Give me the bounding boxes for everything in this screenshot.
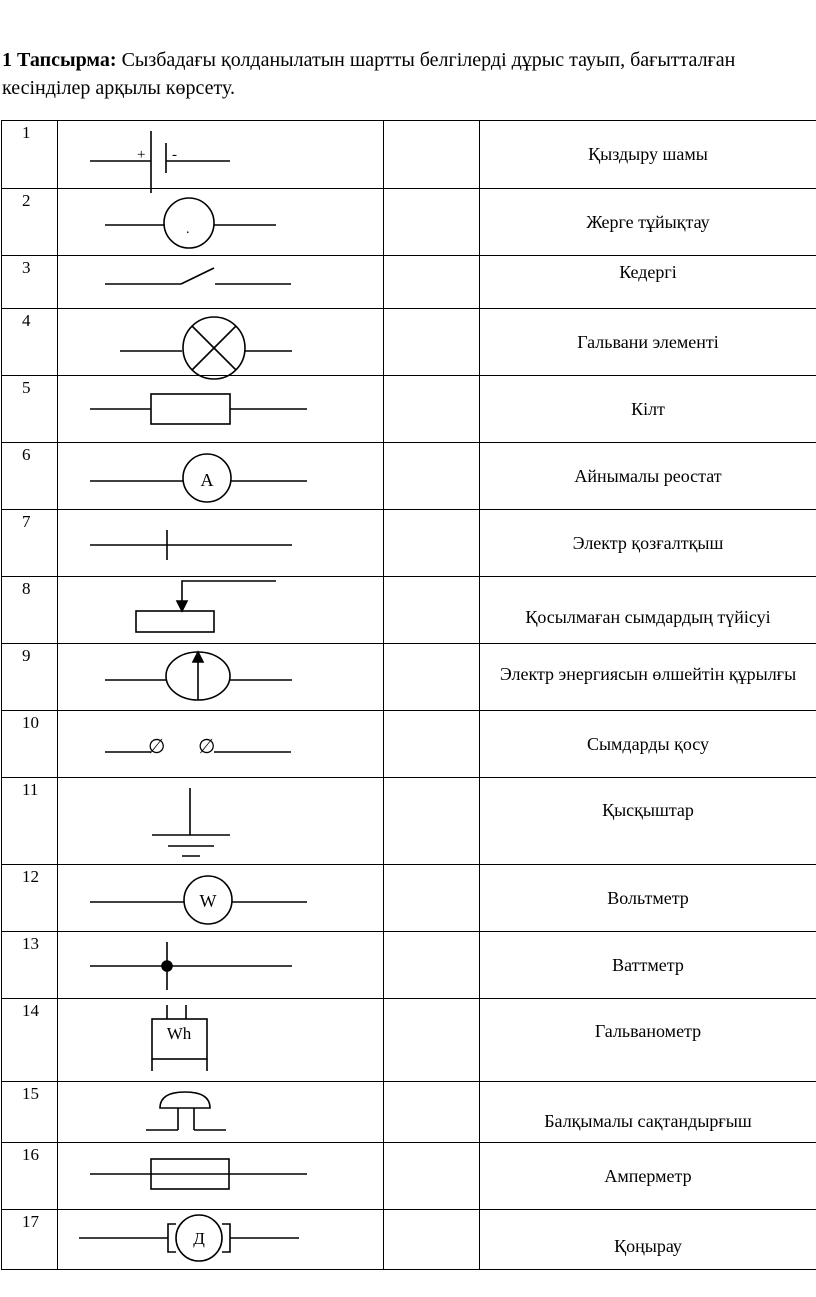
table-row (2, 932, 816, 999)
table-row (2, 256, 816, 309)
symbol-cell (58, 256, 384, 309)
table-row (2, 1082, 816, 1143)
answer-cell (384, 644, 480, 711)
table-row (2, 865, 816, 932)
motor-letter: Д (193, 1229, 205, 1248)
symbol-cell (58, 443, 384, 510)
symbol-cell (58, 309, 384, 376)
symbol-cell (58, 999, 384, 1082)
wire-junction-symbol (58, 932, 384, 998)
symbol-cell (58, 121, 384, 189)
wire-crossing-symbol (58, 510, 384, 576)
symbol-cell (58, 376, 384, 443)
answer-cell (384, 121, 480, 189)
ammeter-symbol (58, 443, 384, 509)
answer-cell (384, 189, 480, 256)
table-row (2, 1210, 816, 1270)
row-label: Гальванометр (480, 999, 816, 1082)
row-number: 1 (2, 121, 58, 189)
row-number: 11 (2, 778, 58, 865)
bell-symbol (58, 1082, 384, 1142)
row-number: 12 (2, 865, 58, 932)
motor-symbol (58, 1210, 384, 1269)
answer-cell (384, 932, 480, 999)
table-row (2, 189, 816, 256)
row-label: Ваттметр (480, 932, 816, 999)
wattmeter-letter: W (199, 891, 217, 911)
galvanometer-symbol (58, 189, 384, 255)
answer-cell (384, 711, 480, 778)
table-row (2, 644, 816, 711)
answer-cell (384, 510, 480, 577)
symbol-cell (58, 1210, 384, 1270)
task-text: Сызбадағы қолданылатын шартты белгілерді дұрыс тауып, бағытталған кесінділер арқылы көрсету. (2, 49, 736, 99)
energy-meter-symbol (58, 999, 384, 1081)
symbol-cell (58, 865, 384, 932)
symbol-cell (58, 932, 384, 999)
row-number: 9 (2, 644, 58, 711)
answer-cell (384, 443, 480, 510)
row-label: Амперметр (480, 1143, 816, 1210)
answer-cell (384, 376, 480, 443)
plus-sign: + (137, 147, 146, 163)
row-number: 15 (2, 1082, 58, 1143)
answer-cell (384, 309, 480, 376)
answer-cell (384, 256, 480, 309)
row-label: Айнымалы реостат (480, 443, 816, 510)
row-label: Қыздыру шамы (480, 121, 816, 189)
terminal-right: ∅ (198, 736, 216, 758)
row-label: Гальвани элементі (480, 309, 816, 376)
fuse-symbol (58, 1143, 384, 1209)
task-number: 1 Тапсырма: (2, 49, 117, 71)
answer-cell (384, 1210, 480, 1270)
symbol-cell (58, 510, 384, 577)
table-row (2, 1143, 816, 1210)
symbol-cell (58, 1143, 384, 1210)
row-label: Жерге тұйықтау (480, 189, 816, 256)
table-row (2, 778, 816, 865)
resistor-symbol (58, 376, 384, 442)
symbol-cell (58, 778, 384, 865)
table-row (2, 577, 816, 644)
row-label: Сымдарды қосу (480, 711, 816, 778)
row-label: Электр энергиясын өлшейтін құрылғы (480, 644, 816, 711)
table-row (2, 999, 816, 1082)
answer-cell (384, 865, 480, 932)
ammeter-letter: A (200, 470, 214, 490)
row-number: 10 (2, 711, 58, 778)
row-label: Қысқыштар (480, 778, 816, 865)
rheostat-symbol (58, 577, 384, 643)
answer-cell (384, 1143, 480, 1210)
galvanic-cell-symbol (58, 121, 384, 188)
table-row (2, 443, 816, 510)
meter-arrow-symbol (58, 644, 384, 710)
table-row (2, 376, 816, 443)
row-number: 5 (2, 376, 58, 443)
terminals-symbol (58, 711, 384, 777)
row-number: 2 (2, 189, 58, 256)
terminal-left: ∅ (148, 736, 166, 758)
symbol-cell (58, 711, 384, 778)
symbols-table (1, 120, 816, 1270)
answer-cell (384, 778, 480, 865)
table-row (2, 711, 816, 778)
wattmeter-symbol (58, 865, 384, 931)
symbol-cell (58, 189, 384, 256)
row-number: 7 (2, 510, 58, 577)
row-number: 6 (2, 443, 58, 510)
center-dot: . (186, 222, 190, 237)
row-label: Вольтметр (480, 865, 816, 932)
table-row (2, 121, 816, 189)
row-number: 13 (2, 932, 58, 999)
row-number: 17 (2, 1210, 58, 1270)
row-label: Балқымалы сақтандырғыш (480, 1082, 816, 1143)
row-label: Қоңырау (480, 1210, 816, 1270)
answer-cell (384, 1082, 480, 1143)
lamp-symbol (58, 309, 384, 375)
symbol-cell (58, 577, 384, 644)
row-number: 8 (2, 577, 58, 644)
minus-sign: - (172, 147, 177, 163)
answer-cell (384, 577, 480, 644)
symbol-cell (58, 1082, 384, 1143)
row-number: 14 (2, 999, 58, 1082)
row-number: 4 (2, 309, 58, 376)
row-number: 16 (2, 1143, 58, 1210)
ground-symbol (58, 778, 384, 864)
row-label: Кедергі (480, 256, 816, 309)
row-number: 3 (2, 256, 58, 309)
key-switch-symbol (58, 256, 384, 308)
row-label: Кілт (480, 376, 816, 443)
table-row (2, 309, 816, 376)
table-row (2, 510, 816, 577)
row-label: Қосылмаған сымдардың түйісуі (480, 577, 816, 644)
symbol-cell (58, 644, 384, 711)
energy-meter-letters: Wh (166, 1024, 192, 1043)
row-label: Электр қозғалтқыш (480, 510, 816, 577)
task-instruction (2, 46, 802, 102)
answer-cell (384, 999, 480, 1082)
